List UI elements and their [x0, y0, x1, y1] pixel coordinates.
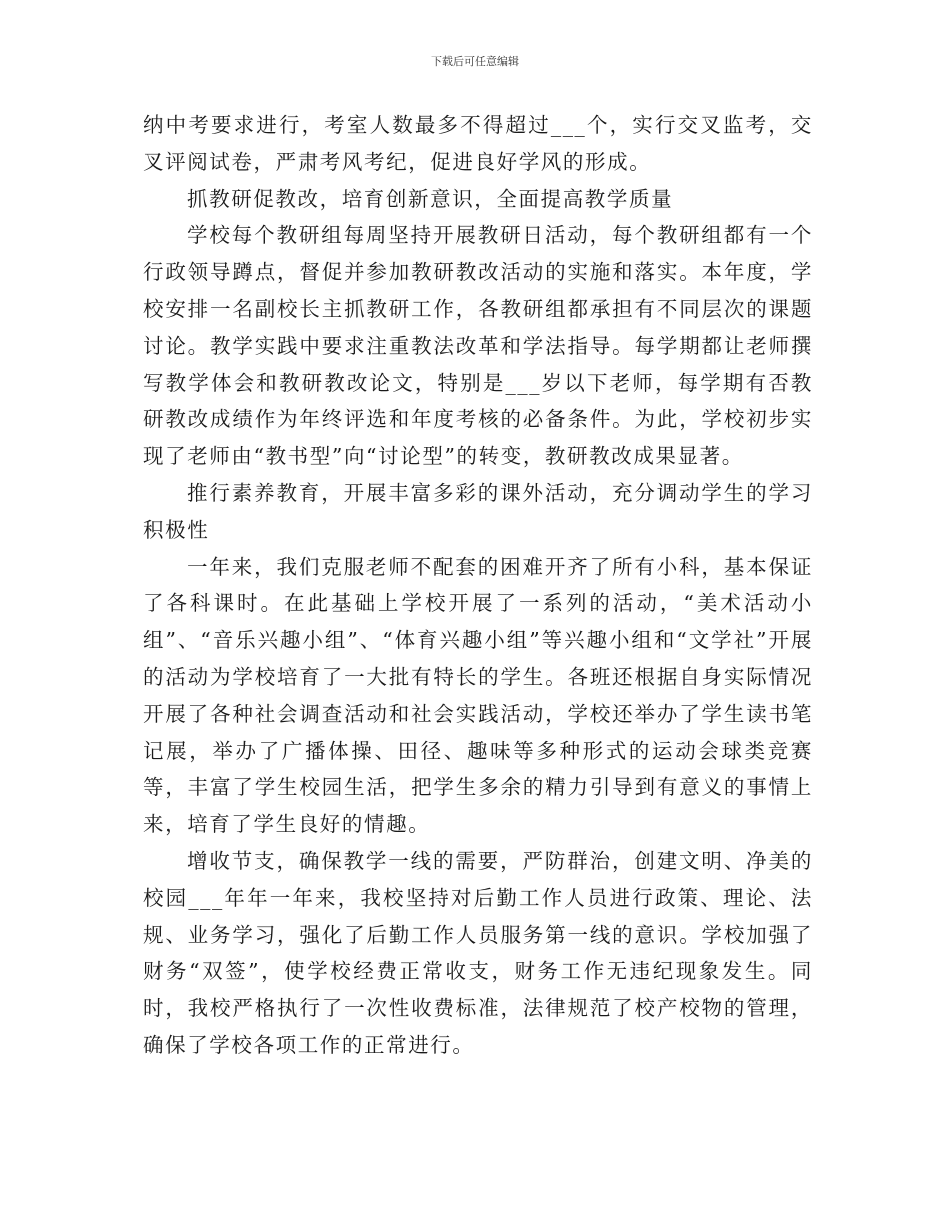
paragraph-extracurricular: 一年来，我们克服老师不配套的困难开齐了所有小科，基本保证了各科课时。在此基础上学校开展了一系列的活动，“美术活动小组”、“音乐兴趣小组”、“体育兴趣小组”等兴趣小组和“文学社”开展的活动为学校培育了一大批有特长的学生。各班还根据自身实际情况开展了各种社会调查活动和社会实践活动，学校还举办了学生读书笔记展，举办了广播体操、田径、趣味等多种形式的运动会球类竞赛等，丰富了学生校园生活，把学生多余的精力引导到有意义的事情上来，培育了学生良好的情趣。 — [143, 554, 813, 837]
document-body — [143, 107, 813, 1064]
section-heading-teaching-research: 抓教研促教改，培育创新意识，全面提高教学质量 — [187, 186, 674, 211]
page-header: 下载后可任意编辑 — [431, 55, 519, 68]
section-heading-quality-education: 推行素养教育，开展丰富多彩的课外活动，充分调动学生的学习积极性 — [143, 480, 813, 542]
paragraph-logistics: 增收节支，确保教学一线的需要，严防群治，创建文明、净美的校园___年年一年来，我校坚持对后勤工作人员进行政策、理论、法规、业务学习，强化了后勤工作人员服务第一线的意识。学校加强了财务“双签”，使学校经费正常收支，财务工作无违纪现象发生。同时，我校严格执行了一次性收费标准，法律规范了校产校物的管理，确保了学校各项工作的正常进行。 — [143, 848, 813, 1057]
paragraph-exam-rules: 纳中考要求进行，考室人数最多不得超过___个，实行交叉监考，交叉评阅试卷，严肃考风考纪，促进良好学风的形成。 — [143, 113, 813, 174]
paragraph-teaching-research: 学校每个教研组每周坚持开展教研日活动，每个教研组都有一个行政领导蹲点，督促并参加教研教改活动的实施和落实。本年度，学校安排一名副校长主抓教研工作，各教研组都承担有不同层次的课题讨论。教学实践中要求注重教法改革和学法指导。每学期都让老师撰写教学体会和教研教改论文，特别是___岁以下老师，每学期有否教研教改成绩作为年终评选和年度考核的必备条件。为此，学校初步实现了老师由“教书型”向“讨论型”的转变，教研教改成果显著。 — [143, 223, 813, 469]
